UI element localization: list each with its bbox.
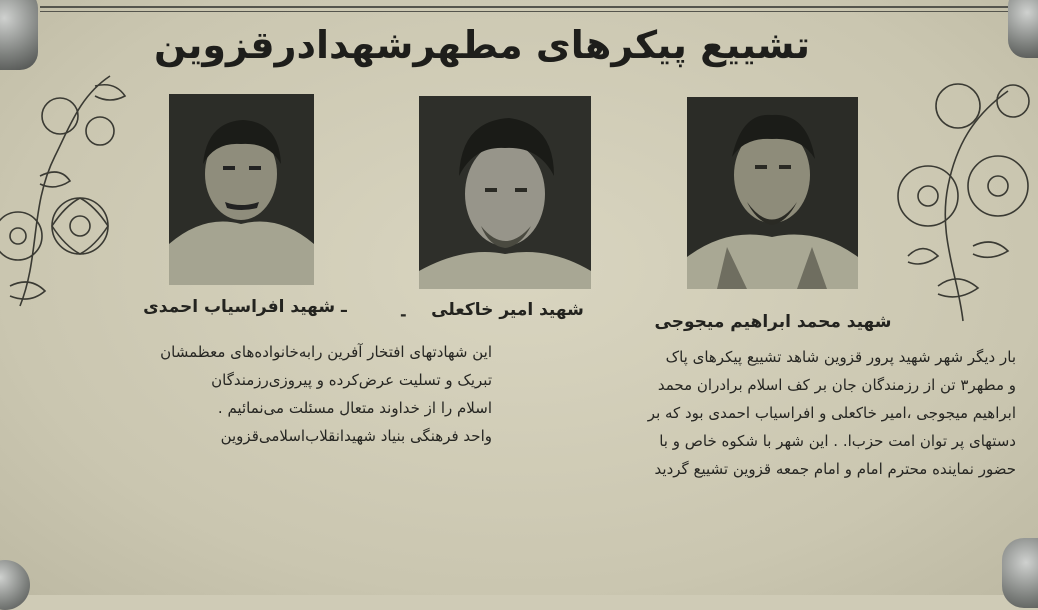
- paragraph-line: اسلام را از خداوند متعال مسئلت می‌نمائیم .: [217, 399, 492, 417]
- caption-martyr-3: ـ شهید افراسیاب احمدی: [143, 297, 347, 317]
- paragraph-line: حضور نماینده محترم امام و امام جمعه قزوین تشییع گردید: [654, 460, 1016, 478]
- caption-martyr-1: شهید محمد ابراهیم میجوجی: [654, 312, 892, 332]
- floral-ornament-right: [878, 66, 1038, 326]
- announcement-paragraph: [540, 343, 1016, 483]
- frame-clip: [1002, 538, 1038, 608]
- headline: تشییع پیکرهای مطهرشهدادرقزوین: [153, 23, 810, 67]
- frame-clip: [0, 560, 30, 610]
- paragraph-line: این شهادتهای افتخار آفرین رابه‌خانواده‌های معظمشان: [160, 343, 492, 361]
- caption-separator: -: [400, 305, 407, 324]
- martyr-photo-1: [687, 97, 858, 289]
- condolence-paragraph: [14, 338, 492, 450]
- frame-clip: [1008, 0, 1038, 58]
- floral-ornament-left: [0, 56, 135, 316]
- caption-martyr-2: شهید امیر خاکعلی: [431, 300, 584, 320]
- top-border-rule: [40, 6, 1008, 12]
- martyr-photo-3: [169, 94, 314, 285]
- frame-clip: [0, 0, 38, 70]
- paragraph-line: ابراهیم میجوجی ،امیر خاکعلی و افراسیاب احمدی بود که بر: [647, 404, 1016, 422]
- paragraph-line: و مطهر۳ تن از رزمندگان جان بر کف اسلام برادران محمد: [657, 376, 1016, 394]
- signature-line: واحد فرهنگی بنیاد شهیدانقلاب‌اسلامی‌قزوین: [220, 427, 492, 445]
- paragraph-line: تبریک و تسلیت عرض‌کرده و پیروزی‌رزمندگان: [211, 371, 492, 389]
- martyr-photo-2: [419, 96, 591, 289]
- paragraph-line: دستهای پر توان امت حزب‌ا. . این شهر با شکوه خاص و با: [659, 432, 1016, 450]
- paragraph-line: بار دیگر شهر شهید پرور قزوین شاهد تشییع پیکرهای پاک: [665, 348, 1016, 366]
